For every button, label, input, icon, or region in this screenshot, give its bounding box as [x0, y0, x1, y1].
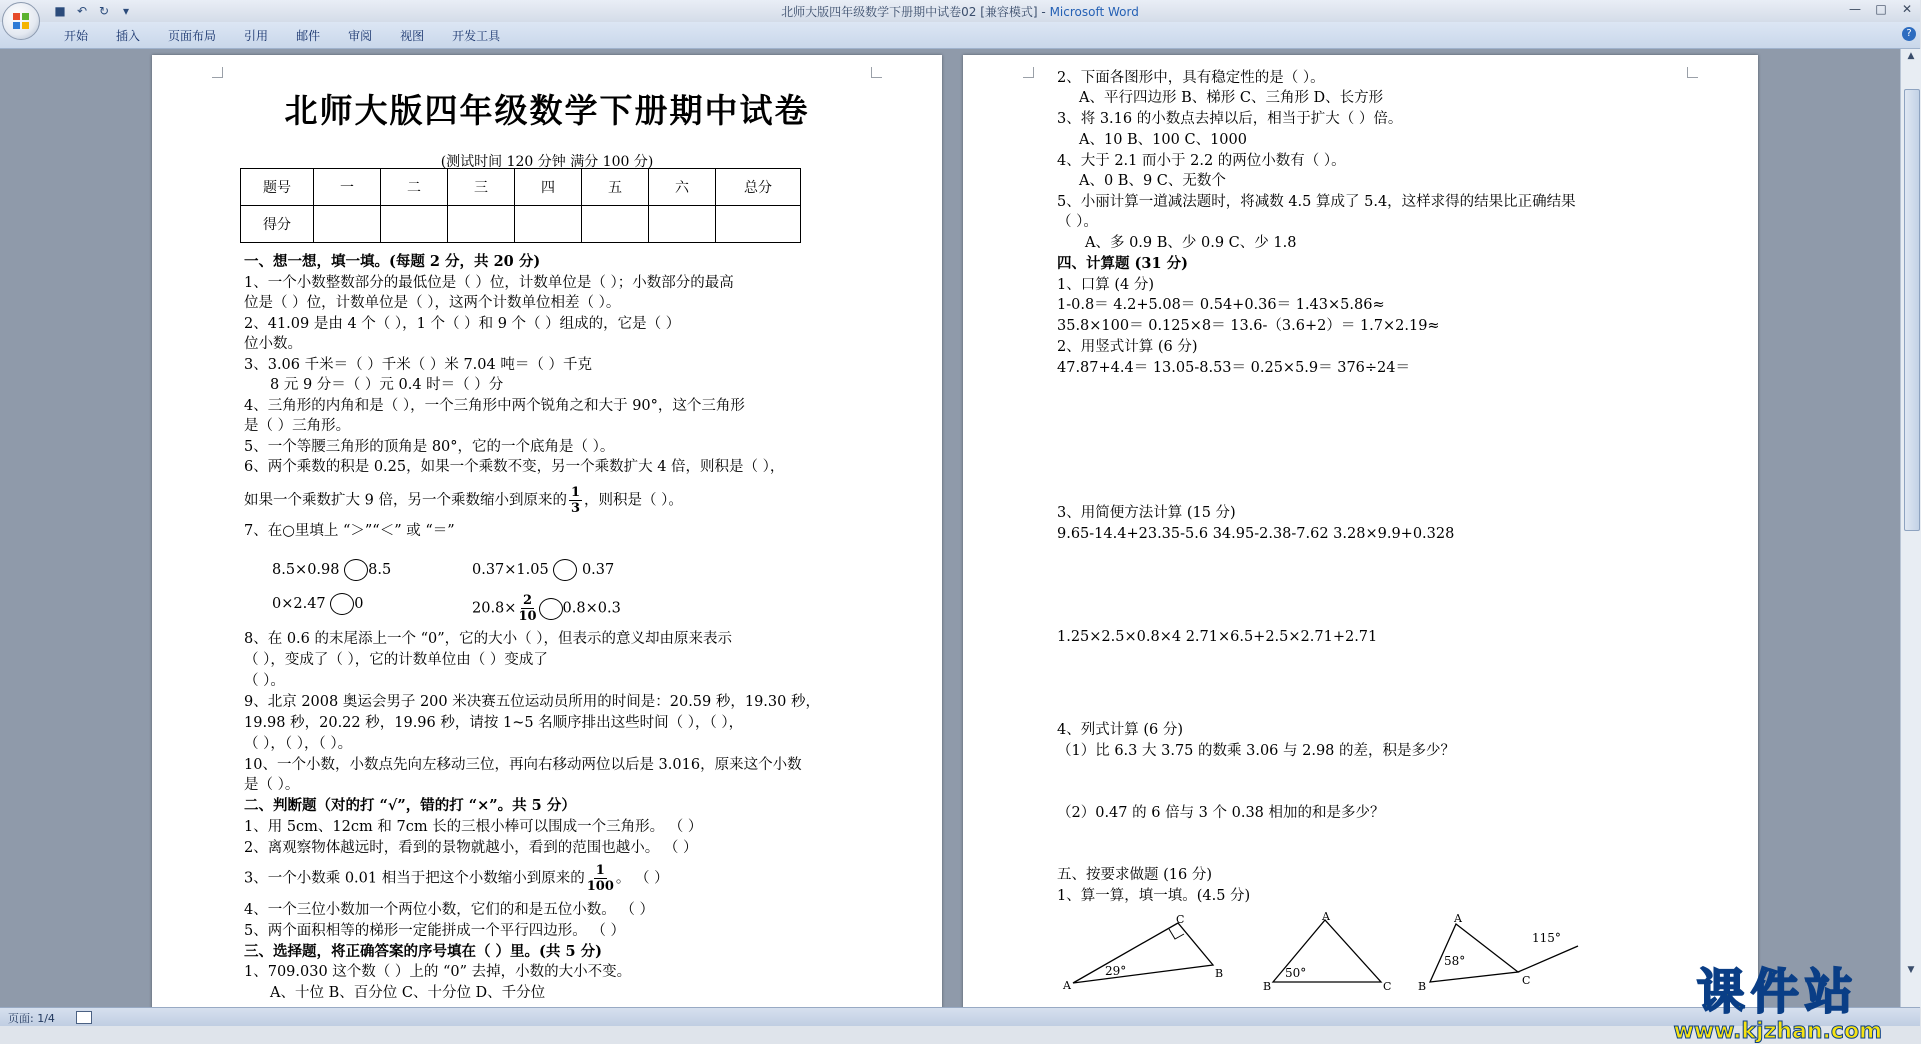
- text-line: 位小数。: [244, 336, 302, 352]
- fraction-denominator: 3: [570, 501, 580, 516]
- text-line: （ ）。: [244, 673, 285, 689]
- exam-title: 北师大版四年级数学下册期中试卷: [284, 91, 810, 130]
- text-span: 。 （ ）: [615, 870, 669, 887]
- fraction: [569, 485, 582, 516]
- text-line: A、10 B、100 C、1000: [1079, 132, 1247, 148]
- scroll-down-icon[interactable]: ▼: [1907, 965, 1915, 975]
- compare-circle[interactable]: [330, 593, 354, 615]
- triangle-diagram-1: [1063, 915, 1233, 990]
- score-table-header: 二: [381, 169, 448, 206]
- vertex-label: B: [1263, 980, 1272, 993]
- window-title: 北师大版四年级数学下册期中试卷02 [兼容模式] - Microsoft Word: [781, 5, 1139, 19]
- text-span: 如果一个乘数扩大 9 倍，另一个乘数缩小到原来的: [244, 492, 567, 509]
- text-line: [244, 863, 669, 894]
- text-line: 8 元 9 分＝（ ）元 0.4 时＝（ ）分: [270, 377, 504, 393]
- text-line: 1、算一算，填一填。(4.5 分): [1057, 888, 1251, 904]
- text-line: 1-0.8＝ 4.2+5.08＝ 0.54+0.36＝ 1.43×5.86≈: [1057, 297, 1385, 313]
- score-table-header: 四: [515, 169, 582, 206]
- compare-circle[interactable]: [344, 559, 368, 581]
- fraction: [587, 863, 614, 894]
- text-line: （ ），变成了（ ），它的计数单位由（ ）变成了: [244, 652, 548, 668]
- text-span: 0: [354, 596, 364, 612]
- text-line: A、多 0.9 B、少 0.9 C、少 1.8: [1085, 235, 1297, 251]
- tab-review[interactable]: 审阅: [348, 29, 373, 43]
- text-line: 4、大于 2.1 而小于 2.2 的两位小数有（ ）。: [1057, 153, 1346, 169]
- text-span: 0×2.47: [272, 596, 326, 612]
- office-button[interactable]: [2, 2, 40, 40]
- crop-mark: [1687, 67, 1698, 78]
- text-line: 8、在 0.6 的末尾添上一个 “0”，它的大小（ ），但表示的意义却由原来表示: [244, 631, 733, 647]
- text-line: 是（ ）。: [244, 777, 300, 793]
- redo-icon[interactable]: ↻: [98, 4, 110, 18]
- angle-label: 58°: [1444, 954, 1466, 968]
- status-bar: [0, 1007, 1920, 1026]
- text-line: （2）0.47 的 6 倍与 3 个 0.38 相加的和是多少？: [1057, 805, 1385, 821]
- crop-mark: [1023, 67, 1034, 78]
- text-span: 3、一个小数乘 0.01 相当于把这个小数缩小到原来的: [244, 870, 585, 887]
- section-heading: 三、选择题，将正确答案的序号填在（ ）里。(共 5 分): [244, 943, 602, 960]
- vertical-scrollbar[interactable]: [1900, 49, 1921, 1007]
- score-table-header: 五: [582, 169, 649, 206]
- text-line: （ ），（ ），（ ）。: [244, 736, 353, 752]
- fraction-denominator: 100: [586, 879, 614, 894]
- minimize-button[interactable]: —: [1849, 2, 1861, 16]
- fraction: [518, 593, 536, 624]
- tab-view[interactable]: 视图: [400, 29, 425, 43]
- text-line: 19.98 秒，20.22 秒，19.96 秒，请按 1~5 名顺序排出这些时间（ ），（ ），: [244, 715, 744, 731]
- customize-qat-icon[interactable]: ▾: [122, 4, 130, 18]
- page-1: [152, 55, 942, 1015]
- text-line: 2、41.09 是由 4 个（ ），1 个（ ）和 9 个（ ）组成的，它是（ ）: [244, 316, 681, 332]
- score-table: [240, 168, 801, 243]
- watermark-url: www.kjzhan.com: [1673, 1019, 1882, 1044]
- vertex-label: A: [1322, 910, 1330, 923]
- text-line: 5、一个等腰三角形的顶角是 80°，它的一个底角是（ ）。: [244, 439, 615, 455]
- crop-mark: [871, 67, 882, 78]
- text-span: 0.37×1.05: [472, 562, 549, 578]
- vertex-label: C: [1383, 980, 1392, 993]
- text-line: 3、将 3.16 的小数点去掉以后，相当于扩大（ ）倍。: [1057, 111, 1403, 127]
- scrollbar-thumb[interactable]: [1904, 89, 1920, 531]
- compare-item: [472, 593, 621, 624]
- text-span: 20.8×: [472, 600, 517, 617]
- score-cell[interactable]: [448, 206, 515, 243]
- undo-icon[interactable]: ↶: [76, 4, 88, 18]
- triangle-diagram-2: [1263, 910, 1403, 993]
- text-line: A、平行四边形 B、梯形 C、三角形 D、长方形: [1079, 90, 1384, 106]
- help-icon[interactable]: ?: [1902, 27, 1916, 41]
- save-icon[interactable]: ■: [54, 4, 66, 18]
- text-span: 0.37: [581, 562, 615, 578]
- text-line: 10、一个小数，小数点先向左移动三位，再向右移动两位以后是 3.016，原来这个小数: [244, 757, 802, 773]
- text-line: 4、列式计算 (6 分): [1057, 722, 1183, 738]
- title-bar: [0, 0, 1920, 22]
- watermark-logo: [1673, 964, 1882, 1044]
- text-line: 4、三角形的内角和是（ ），一个三角形中两个锐角之和大于 90°，这个三角形: [244, 398, 745, 414]
- score-cell[interactable]: [515, 206, 582, 243]
- text-line: 是（ ）三角形。: [244, 418, 351, 434]
- tab-page-layout[interactable]: 页面布局: [168, 29, 217, 43]
- compare-item: [472, 559, 614, 581]
- text-line: 1.25×2.5×0.8×4 2.71×6.5+2.5×2.71+2.71: [1057, 629, 1378, 645]
- page-2: [963, 55, 1758, 1015]
- exam-subtitle: (测试时间 120 分钟 满分 100 分): [440, 154, 654, 170]
- text-line: 1、709.030 这个数（ ）上的 “0” 去掉，小数的大小不变。: [244, 964, 632, 980]
- compare-circle[interactable]: [553, 559, 577, 581]
- text-line: （ ）。: [1057, 214, 1098, 230]
- fraction-numerator: 2: [522, 593, 532, 608]
- tab-references[interactable]: 引用: [244, 29, 269, 43]
- vertex-label: A: [1063, 979, 1071, 992]
- score-table-header: 总分: [716, 169, 801, 206]
- angle-label: 29°: [1105, 964, 1127, 978]
- angle-label: 50°: [1285, 966, 1307, 980]
- text-line: 7、在○里填上 “＞”“＜” 或 “＝”: [244, 523, 455, 539]
- text-span: 8.5×0.98: [272, 562, 340, 578]
- close-button[interactable]: ✕: [1901, 2, 1913, 16]
- text-line: 3、用简便方法计算 (15 分): [1057, 505, 1236, 521]
- scroll-up-icon[interactable]: ▲: [1907, 51, 1915, 61]
- text-line: 6、两个乘数的积是 0.25，如果一个乘数不变，另一个乘数扩大 4 倍，则积是（ ），: [244, 459, 785, 475]
- text-line: 1、用 5cm、12cm 和 7cm 长的三根小棒可以围成一个三角形。 （ ）: [244, 819, 703, 835]
- page-count[interactable]: 页面: 1/4: [8, 1012, 55, 1025]
- text-line: 35.8×100＝ 0.125×8＝ 13.6-（3.6+2）＝ 1.7×2.19≈: [1057, 318, 1440, 334]
- score-cell[interactable]: [649, 206, 716, 243]
- text-line: 47.87+4.4＝ 13.05-8.53＝ 0.25×5.9＝ 376÷24＝: [1057, 360, 1411, 376]
- section-heading: 二、判断题（对的打 “√”，错的打 “×”。共 5 分）: [244, 797, 576, 814]
- score-table-row-label: 得分: [241, 206, 314, 243]
- text-line: （1）比 6.3 大 3.75 的数乘 3.06 与 2.98 的差，积是多少？: [1057, 743, 1456, 759]
- text-line: 2、离观察物体越远时，看到的景物就越小，看到的范围也越小。 （ ）: [244, 840, 698, 856]
- office-logo-icon: [12, 12, 30, 30]
- text-span: 0.8×0.3: [562, 600, 621, 617]
- maximize-button[interactable]: □: [1875, 2, 1887, 16]
- text-line: A、十位 B、百分位 C、十分位 D、千分位: [270, 985, 546, 1001]
- fraction-numerator: 1: [595, 863, 605, 878]
- text-line: 4、一个三位小数加一个两位小数，它们的和是五位小数。 （ ）: [244, 902, 654, 918]
- score-table-header: 题号: [241, 169, 314, 206]
- watermark-title: 课件站: [1696, 964, 1859, 1020]
- compare-item: [272, 559, 391, 581]
- window-controls: [1842, 0, 1920, 20]
- proofing-icon[interactable]: [76, 1011, 92, 1024]
- vertex-label: C: [1176, 913, 1185, 926]
- text-line: 位是（ ）位，计数单位是（ ），这两个计数单位相差（ ）。: [244, 295, 621, 311]
- ribbon-tab-bar: [0, 22, 1920, 49]
- section-heading: 一、想一想，填一填。(每题 2 分，共 20 分): [244, 253, 541, 270]
- vertex-label: B: [1215, 967, 1224, 980]
- score-table-header: 三: [448, 169, 515, 206]
- text-line: 1、口算 (4 分): [1057, 277, 1154, 293]
- fraction-numerator: 1: [570, 485, 580, 500]
- text-line: 5、小丽计算一道减法题时，将减数 4.5 算成了 5.4，这样求得的结果比正确结果: [1057, 194, 1576, 210]
- tab-insert[interactable]: 插入: [116, 29, 141, 43]
- text-line: 3、3.06 千米＝（ ）千米（ ）米 7.04 吨＝（ ）千克: [244, 357, 592, 373]
- text-line: 2、用竖式计算 (6 分): [1057, 339, 1198, 355]
- text-line: 9、北京 2008 奥运会男子 200 米决赛五位运动员所用的时间是：20.59 秒，19.30 秒，: [244, 694, 820, 710]
- compare-item: [272, 593, 364, 615]
- section-heading: 四、计算题 (31 分): [1057, 255, 1188, 272]
- score-table-header: 六: [649, 169, 716, 206]
- ribbon-tabs: [50, 28, 514, 44]
- angle-label: 115°: [1532, 931, 1561, 945]
- score-cell[interactable]: [314, 206, 381, 243]
- score-cell[interactable]: [381, 206, 448, 243]
- text-line: 2、下面各图形中，具有稳定性的是（ ）。: [1057, 70, 1325, 86]
- text-line: 5、两个面积相等的梯形一定能拼成一个平行四边形。 （ ）: [244, 923, 625, 939]
- fraction-denominator: 10: [518, 609, 537, 624]
- score-cell[interactable]: [582, 206, 649, 243]
- tab-mailings[interactable]: 邮件: [296, 29, 321, 43]
- compare-circle[interactable]: [539, 598, 563, 620]
- tab-developer[interactable]: 开发工具: [452, 29, 501, 43]
- text-span: ，则积是（ ）。: [584, 492, 683, 509]
- section-heading: 五、按要求做题 (16 分): [1057, 867, 1212, 883]
- text-line: 9.65-14.4+23.35-5.6 34.95-2.38-7.62 3.28×9.9+0.328: [1057, 526, 1455, 542]
- text-line: [244, 485, 683, 516]
- text-line: A、0 B、9 C、无数个: [1079, 173, 1226, 189]
- text-span: 8.5: [368, 562, 392, 578]
- text-line: 1、一个小数整数部分的最低位是（ ）位，计数单位是（ ）；小数部分的最高: [244, 275, 734, 291]
- score-table-header: 一: [314, 169, 381, 206]
- triangle-diagram-3: [1418, 910, 1588, 993]
- crop-mark: [212, 67, 223, 78]
- score-cell[interactable]: [716, 206, 801, 243]
- vertex-label: B: [1418, 980, 1427, 993]
- vertex-label: C: [1522, 974, 1531, 987]
- vertex-label: A: [1454, 912, 1462, 925]
- tab-home[interactable]: 开始: [64, 29, 89, 43]
